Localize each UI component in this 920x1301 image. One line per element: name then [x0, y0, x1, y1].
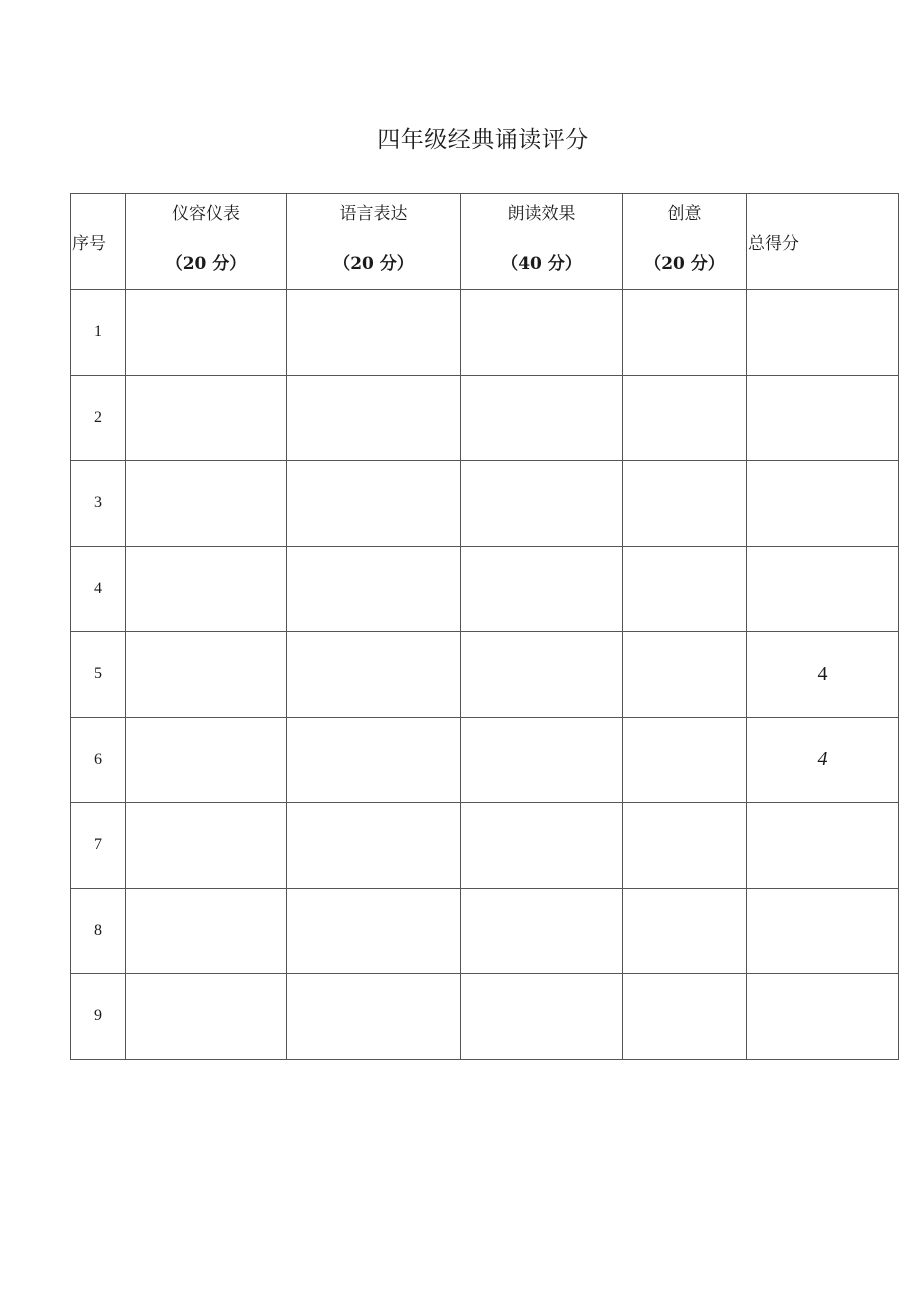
- header-seq: 序号: [71, 194, 126, 290]
- score-cell-appearance[interactable]: [126, 974, 287, 1060]
- table-row: [71, 461, 899, 547]
- row-number: 2: [71, 375, 126, 461]
- score-cell-reading-effect[interactable]: [461, 632, 623, 718]
- row-number: 6: [71, 717, 126, 803]
- score-cell-creativity[interactable]: [623, 375, 747, 461]
- score-cell-expression[interactable]: [287, 290, 461, 376]
- table-row: [71, 974, 899, 1060]
- score-cell-creativity[interactable]: [623, 290, 747, 376]
- score-cell-reading-effect[interactable]: [461, 974, 623, 1060]
- score-cell-creativity[interactable]: [623, 717, 747, 803]
- score-cell-total[interactable]: [747, 546, 899, 632]
- score-cell-reading-effect[interactable]: [461, 461, 623, 547]
- score-cell-total[interactable]: [747, 974, 899, 1060]
- score-cell-appearance[interactable]: [126, 290, 287, 376]
- score-cell-creativity[interactable]: [623, 461, 747, 547]
- score-cell-creativity[interactable]: [623, 888, 747, 974]
- header-criterion-appearance: [126, 194, 287, 290]
- row-number: 4: [71, 546, 126, 632]
- criterion-name: 语言表达: [339, 203, 408, 224]
- table-row: [71, 632, 899, 718]
- score-cell-appearance[interactable]: [126, 888, 287, 974]
- score-cell-expression[interactable]: [287, 632, 461, 718]
- criterion-points: （20 分）: [644, 253, 725, 274]
- score-cell-creativity[interactable]: [623, 974, 747, 1060]
- score-cell-expression[interactable]: [287, 974, 461, 1060]
- row-number: 9: [71, 974, 126, 1060]
- score-cell-appearance[interactable]: [126, 803, 287, 889]
- score-cell-reading-effect[interactable]: [461, 888, 623, 974]
- score-cell-reading-effect[interactable]: [461, 717, 623, 803]
- score-cell-total[interactable]: 4: [747, 717, 899, 803]
- score-cell-total[interactable]: [747, 888, 899, 974]
- score-cell-reading-effect[interactable]: [461, 546, 623, 632]
- table-row: [71, 290, 899, 376]
- row-number: 3: [71, 461, 126, 547]
- score-cell-reading-effect[interactable]: [461, 375, 623, 461]
- score-cell-appearance[interactable]: [126, 546, 287, 632]
- criterion-points: （40 分）: [501, 253, 582, 274]
- row-number: 5: [71, 632, 126, 718]
- score-cell-reading-effect[interactable]: [461, 290, 623, 376]
- criterion-points: （20 分）: [165, 253, 247, 274]
- score-cell-expression[interactable]: [287, 717, 461, 803]
- score-cell-total[interactable]: [747, 803, 899, 889]
- header-criterion-reading-effect: [461, 194, 623, 290]
- header-criterion-expression: [287, 194, 461, 290]
- score-cell-expression[interactable]: [287, 546, 461, 632]
- score-cell-creativity[interactable]: [623, 546, 747, 632]
- score-cell-total[interactable]: [747, 375, 899, 461]
- score-cell-appearance[interactable]: [126, 632, 287, 718]
- criterion-name: 创意: [667, 203, 702, 224]
- header-criterion-creativity: [623, 194, 747, 290]
- table-row: [71, 803, 899, 889]
- score-cell-total[interactable]: [747, 461, 899, 547]
- table-row: [71, 546, 899, 632]
- score-cell-expression[interactable]: [287, 375, 461, 461]
- row-number: 8: [71, 888, 126, 974]
- table-row: [71, 375, 899, 461]
- criterion-name: 朗读效果: [507, 203, 576, 224]
- page-title: 四年级经典诵读评分: [377, 127, 589, 153]
- score-cell-total[interactable]: [747, 290, 899, 376]
- criterion-points: （20 分）: [333, 253, 414, 274]
- criterion-name: 仪容仪表: [172, 203, 240, 224]
- table-row: [71, 717, 899, 803]
- row-number: 7: [71, 803, 126, 889]
- score-cell-creativity[interactable]: [623, 803, 747, 889]
- row-number: 1: [71, 290, 126, 376]
- score-cell-total[interactable]: 4: [747, 632, 899, 718]
- score-cell-expression[interactable]: [287, 803, 461, 889]
- header-total: 总得分: [747, 194, 899, 290]
- score-cell-appearance[interactable]: [126, 717, 287, 803]
- score-cell-appearance[interactable]: [126, 375, 287, 461]
- score-cell-expression[interactable]: [287, 461, 461, 547]
- score-cell-reading-effect[interactable]: [461, 803, 623, 889]
- score-cell-expression[interactable]: [287, 888, 461, 974]
- table-row: [71, 888, 899, 974]
- score-table: [70, 193, 899, 1060]
- header-row: [71, 194, 899, 290]
- score-cell-creativity[interactable]: [623, 632, 747, 718]
- score-cell-appearance[interactable]: [126, 461, 287, 547]
